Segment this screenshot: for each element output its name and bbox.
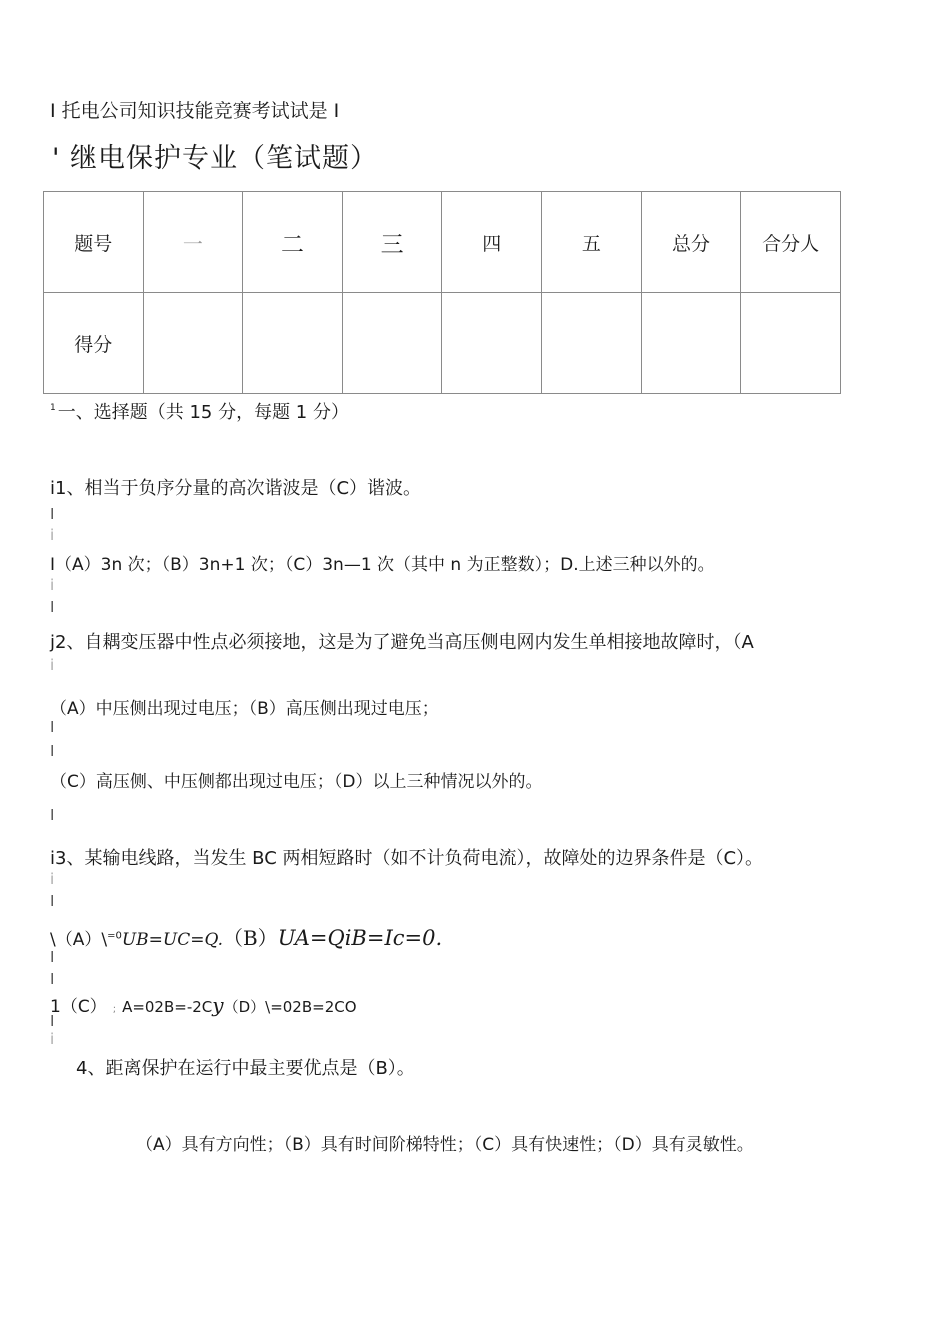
section-mark: 1 xyxy=(50,403,56,413)
score-row-label: 得分 xyxy=(44,293,144,394)
margin-mark: I xyxy=(50,892,55,910)
option-a-prefix: \（A）\ xyxy=(50,930,108,950)
option-b-label: （B） xyxy=(222,926,278,950)
option-c-y: y xyxy=(212,993,224,1017)
option-c-prefix: 1（C） xyxy=(50,997,107,1017)
score-cell[interactable] xyxy=(143,293,243,394)
question-3-text: i3、某输电线路，当发生 BC 两相短路时（如不计负荷电流），故障处的边界条件是（C）。 xyxy=(50,848,764,869)
question-4-options: （A）具有方向性；（B）具有时间阶梯特性；（C）具有快速性；（D）具有灵敏性。 xyxy=(136,1135,754,1155)
score-cell[interactable] xyxy=(641,293,741,394)
section-heading xyxy=(50,398,349,424)
section-title: 一、选择题（共 15 分，每题 1 分） xyxy=(57,402,349,423)
option-b-formula: UA=QiB=Ic=0. xyxy=(277,926,443,950)
score-cell[interactable] xyxy=(542,293,642,394)
question-4-text: 4、距离保护在运行中最主要优点是（B）。 xyxy=(76,1058,415,1079)
margin-mark: i xyxy=(50,526,55,544)
question-2-options-ab: （A）中压侧出现过电压；（B）高压侧出现过电压； xyxy=(50,699,439,719)
header-cell-1: 一 xyxy=(143,192,243,293)
margin-mark: i xyxy=(50,870,55,888)
margin-mark: I xyxy=(50,970,55,988)
header-cell-scorer: 合分人 xyxy=(741,192,841,293)
question-1-text: i1、相当于负序分量的高次谐波是（C）谐波。 xyxy=(50,478,422,499)
question-3-options-cd xyxy=(50,992,357,1017)
option-d-formula: （D）\=02B=2CO xyxy=(223,998,357,1016)
header-cell-3: 三 xyxy=(342,192,442,293)
score-table xyxy=(43,191,841,394)
question-2-text: j2、自耦变压器中性点必须接地，这是为了避免当高压侧电网内发生单相接地故障时，（A xyxy=(50,632,754,653)
exam-subtitle: I 托电公司知识技能竞赛考试试是 I xyxy=(50,100,340,122)
header-cell-total: 总分 xyxy=(641,192,741,293)
margin-mark: i xyxy=(50,656,55,674)
question-3-options-ab xyxy=(50,922,442,951)
header-cell-4: 四 xyxy=(442,192,542,293)
margin-mark: I xyxy=(50,718,55,736)
page-title: ' 继电保护专业（笔试题） xyxy=(52,143,379,174)
margin-mark: I xyxy=(50,598,55,616)
margin-mark: I xyxy=(50,806,55,824)
margin-mark: I xyxy=(50,948,55,966)
question-1-options: I（A）3n 次；（B）3n+1 次；（C）3n—1 次（其中 n 为正整数）；D.上述三种以外的。 xyxy=(50,555,715,575)
margin-mark: I xyxy=(50,505,55,523)
margin-mark: i xyxy=(50,576,55,594)
score-table-score-row xyxy=(44,293,841,394)
header-cell-question-no: 题号 xyxy=(44,192,144,293)
header-cell-2: 二 xyxy=(243,192,343,293)
margin-mark: I xyxy=(50,742,55,760)
option-a-superscript: =0 xyxy=(107,930,122,942)
option-c-formula: A=02B=-2C xyxy=(122,998,213,1016)
score-cell[interactable] xyxy=(243,293,343,394)
option-c-mark: ; xyxy=(112,1004,117,1015)
score-cell[interactable] xyxy=(342,293,442,394)
option-a-formula: UB=UC=Q. xyxy=(121,930,223,950)
score-cell[interactable] xyxy=(741,293,841,394)
score-table-header-row xyxy=(44,192,841,293)
score-cell[interactable] xyxy=(442,293,542,394)
margin-mark: i xyxy=(50,1030,55,1048)
header-cell-5: 五 xyxy=(542,192,642,293)
margin-mark: I xyxy=(50,1012,55,1030)
question-2-options-cd: （C）高压侧、中压侧都出现过电压；（D）以上三种情况以外的。 xyxy=(50,772,543,792)
